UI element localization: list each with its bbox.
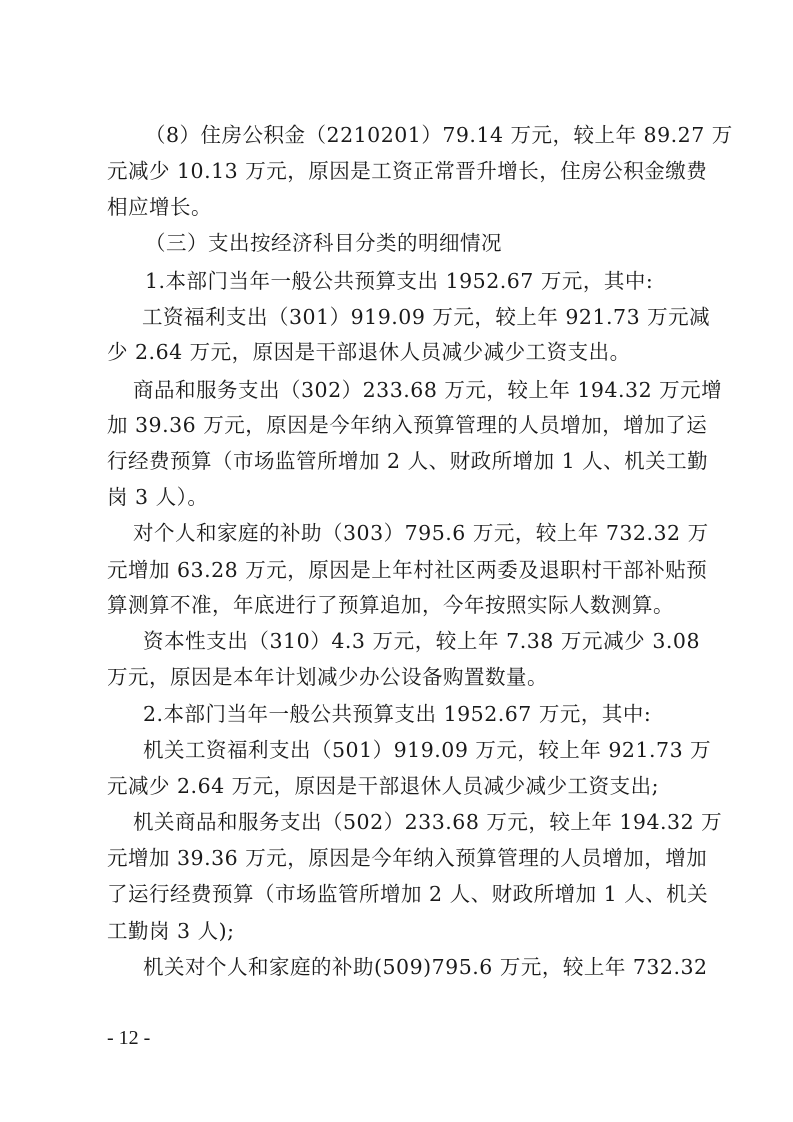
page-number: - 12 - xyxy=(107,1027,151,1049)
paragraph-line: 2.本部门当年一般公共预算支出 1952.67 万元，其中: xyxy=(143,702,652,726)
paragraph-line: 少 2.64 万元，原因是干部退休人员减少减少工资支出。 xyxy=(107,340,631,364)
paragraph-line: 元减少 2.64 万元，原因是干部退休人员减少减少工资支出; xyxy=(107,774,660,798)
section-heading: （三）支出按经济科目分类的明细情况 xyxy=(145,231,502,255)
paragraph-line: 了运行经费预算（市场监管所增加 2 人、财政所增加 1 人、机关 xyxy=(107,882,709,906)
paragraph-line: 岗 3 人）。 xyxy=(107,485,209,509)
paragraph-line: 1.本部门当年一般公共预算支出 1952.67 万元，其中: xyxy=(145,269,654,293)
paragraph-line: 商品和服务支出（302）233.68 万元，较上年 194.32 万元增 xyxy=(133,378,723,402)
paragraph-line: 工资福利支出（301）919.09 万元，较上年 921.73 万元减 xyxy=(142,305,711,329)
paragraph-line: 元减少 10.13 万元，原因是工资正常晋升增长，住房公积金缴费 xyxy=(107,159,708,183)
paragraph-line: 算测算不准，年底进行了预算追加，今年按照实际人数测算。 xyxy=(107,593,674,617)
paragraph-line: （8）住房公积金（2210201）79.14 万元，较上年 89.27 万 xyxy=(145,123,733,147)
paragraph-line: 工勤岗 3 人); xyxy=(107,919,235,943)
paragraph-line: 元增加 63.28 万元，原因是上年村社区两委及退职村干部补贴预 xyxy=(107,558,708,582)
paragraph-line: 行经费预算（市场监管所增加 2 人、财政所增加 1 人、机关工勤 xyxy=(107,449,709,473)
paragraph-line: 机关对个人和家庭的补助(509)795.6 万元，较上年 732.32 xyxy=(143,955,708,979)
paragraph-line: 机关商品和服务支出（502）233.68 万元，较上年 194.32 万 xyxy=(133,810,723,834)
paragraph-line: 加 39.36 万元，原因是今年纳入预算管理的人员增加，增加了运 xyxy=(107,413,708,437)
paragraph-line: 元增加 39.36 万元，原因是今年纳入预算管理的人员增加，增加 xyxy=(107,846,708,870)
paragraph-line: 机关工资福利支出（501）919.09 万元，较上年 921.73 万 xyxy=(143,738,712,762)
paragraph-line: 万元，原因是本年计划减少办公设备购置数量。 xyxy=(107,665,548,689)
paragraph-line: 资本性支出（310）4.3 万元，较上年 7.38 万元减少 3.08 xyxy=(143,629,700,653)
paragraph-line: 对个人和家庭的补助（303）795.6 万元，较上年 732.32 万 xyxy=(133,521,709,545)
paragraph-line: 相应增长。 xyxy=(107,195,212,219)
